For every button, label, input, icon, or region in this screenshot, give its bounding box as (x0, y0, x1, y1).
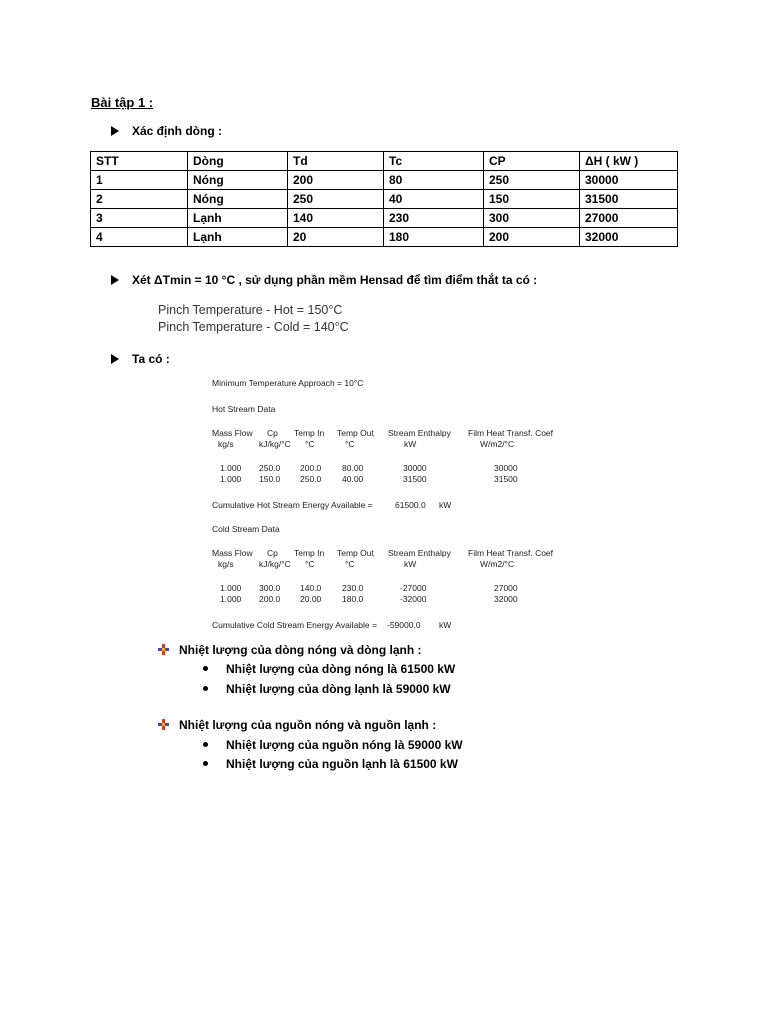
header-cell: Dòng (188, 152, 288, 171)
bullet-dot-icon (203, 742, 208, 747)
table-cell: 4 (91, 228, 188, 247)
hot-row-cell: 80.00 (342, 463, 364, 473)
col-unit: kg/s (218, 559, 234, 569)
cold-total-unit: kW (439, 620, 452, 630)
hot-row-cell: 30000 (403, 463, 427, 473)
bullet-dot-icon (203, 686, 208, 691)
section-results-label: Ta có : (132, 352, 170, 366)
cold-row-cell: 32000 (494, 594, 518, 604)
col-unit: kg/s (218, 439, 234, 449)
section-identify-streams (111, 124, 222, 138)
col-header: Temp Out (337, 548, 374, 558)
table-cell: 300 (484, 209, 580, 228)
section-pinch-analysis (111, 273, 537, 287)
hot-row-cell: 1.000 (220, 463, 242, 473)
bullet-dot-icon (203, 666, 208, 671)
arrow-bullet-icon (111, 275, 119, 285)
bullet-dot-icon (203, 761, 208, 766)
cold-row-cell: 27000 (494, 583, 518, 593)
table-cell: 200 (484, 228, 580, 247)
cold-row-cell: 300.0 (259, 583, 281, 593)
table-cell: 31500 (580, 190, 678, 209)
hot-row-cell: 31500 (494, 474, 518, 484)
exercise-title: Bài tập 1 : (91, 95, 154, 110)
cold-row-cell: -27000 (400, 583, 427, 593)
table-row (91, 228, 678, 247)
arrow-bullet-icon (111, 354, 119, 364)
heat-sources-heading-label: Nhiệt lượng của nguồn nóng và nguồn lạnh : (179, 718, 437, 732)
hot-row-cell: 1.000 (220, 474, 242, 484)
table-cell: 32000 (580, 228, 678, 247)
col-header: Mass Flow (212, 428, 253, 438)
col-header: Temp Out (337, 428, 374, 438)
table-cell: 3 (91, 209, 188, 228)
col-unit: °C (345, 559, 355, 569)
colored-plus-bullet-icon (158, 644, 169, 655)
header-cell: ΔH ( kW ) (580, 152, 678, 171)
list-item (203, 682, 451, 696)
list-item-text: Nhiệt lượng của dòng lạnh là 59000 kW (226, 682, 451, 696)
table-cell: 30000 (580, 171, 678, 190)
header-cell: STT (91, 152, 188, 171)
cold-row-cell: 1.000 (220, 594, 242, 604)
hot-total-value: 61500.0 (395, 500, 426, 510)
list-item (203, 757, 458, 771)
table-cell: 40 (384, 190, 484, 209)
min-temp-approach: Minimum Temperature Approach = 10°C (212, 378, 364, 388)
list-item (203, 738, 463, 752)
col-unit: kW (404, 559, 417, 569)
cold-row-cell: 1.000 (220, 583, 242, 593)
table-row (91, 190, 678, 209)
cold-row-cell: -32000 (400, 594, 427, 604)
table-cell: 250 (288, 190, 384, 209)
hot-row-cell: 250.0 (300, 474, 322, 484)
cold-total-label: Cumulative Cold Stream Energy Available = (212, 620, 377, 630)
arrow-bullet-icon (111, 126, 119, 136)
table-cell: 180 (384, 228, 484, 247)
col-unit: kJ/kg/°C (259, 439, 291, 449)
section-results (111, 352, 170, 366)
table-cell: 230 (384, 209, 484, 228)
col-unit: °C (345, 439, 355, 449)
colored-plus-bullet-icon (158, 719, 169, 730)
hot-row-cell: 200.0 (300, 463, 322, 473)
section-pinch-analysis-label: Xét ΔTmin = 10 °C , sử dụng phần mềm Hensad để tìm điểm thắt ta có : (132, 273, 538, 287)
header-cell: Tc (384, 152, 484, 171)
list-item-text: Nhiệt lượng của nguồn lạnh là 61500 kW (226, 757, 458, 771)
heat-streams-heading-label: Nhiệt lượng của dòng nóng và dòng lạnh : (179, 643, 422, 657)
table-cell: 150 (484, 190, 580, 209)
header-cell: Td (288, 152, 384, 171)
list-item (203, 662, 455, 676)
col-unit: kW (404, 439, 417, 449)
table-cell: Nóng (188, 171, 288, 190)
table-cell: 140 (288, 209, 384, 228)
heat-streams-heading (158, 643, 422, 657)
col-header: Stream Enthalpy (388, 428, 451, 438)
table-cell: 80 (384, 171, 484, 190)
col-header: Cp (267, 548, 278, 558)
col-header: Film Heat Transf. Coef (468, 548, 554, 558)
cold-row-cell: 230.0 (342, 583, 364, 593)
cold-stream-data-title: Cold Stream Data (212, 524, 280, 534)
col-unit: °C (305, 559, 315, 569)
table-cell: 27000 (580, 209, 678, 228)
stream-table (90, 151, 678, 247)
list-item-text: Nhiệt lượng của dòng nóng là 61500 kW (226, 662, 456, 676)
table-cell: 1 (91, 171, 188, 190)
hot-row-cell: 150.0 (259, 474, 281, 484)
cold-row-cell: 180.0 (342, 594, 364, 604)
hot-total-label: Cumulative Hot Stream Energy Available = (212, 500, 373, 510)
col-header: Temp In (294, 548, 325, 558)
table-cell: 20 (288, 228, 384, 247)
pinch-temp-cold: Pinch Temperature - Cold = 140°C (158, 320, 349, 334)
pinch-temp-hot: Pinch Temperature - Hot = 150°C (158, 303, 343, 317)
hot-total-unit: kW (439, 500, 452, 510)
cold-total-value: -59000.0 (387, 620, 421, 630)
hot-row-cell: 40.00 (342, 474, 364, 484)
table-cell: 250 (484, 171, 580, 190)
hot-row-cell: 250.0 (259, 463, 281, 473)
col-header: Temp In (294, 428, 325, 438)
cold-row-cell: 20.00 (300, 594, 322, 604)
table-row (91, 171, 678, 190)
hot-stream-data-title: Hot Stream Data (212, 404, 276, 414)
table-row (91, 209, 678, 228)
table-cell: Lạnh (188, 209, 288, 228)
table-cell: 2 (91, 190, 188, 209)
header-cell: CP (484, 152, 580, 171)
heat-sources-heading (158, 718, 436, 732)
hot-row-cell: 31500 (403, 474, 427, 484)
table-cell: 200 (288, 171, 384, 190)
col-header: Stream Enthalpy (388, 548, 451, 558)
col-unit: W/m2/°C (480, 439, 515, 449)
table-cell: Nóng (188, 190, 288, 209)
col-unit: W/m2/°C (480, 559, 515, 569)
col-header: Film Heat Transf. Coef (468, 428, 554, 438)
col-unit: °C (305, 439, 315, 449)
cold-row-cell: 140.0 (300, 583, 322, 593)
hot-row-cell: 30000 (494, 463, 518, 473)
col-header: Cp (267, 428, 278, 438)
col-header: Mass Flow (212, 548, 253, 558)
table-cell: Lạnh (188, 228, 288, 247)
col-unit: kJ/kg/°C (259, 559, 291, 569)
list-item-text: Nhiệt lượng của nguồn nóng là 59000 kW (226, 738, 463, 752)
section-identify-streams-label: Xác định dòng : (132, 124, 222, 138)
cold-row-cell: 200.0 (259, 594, 281, 604)
table-header-row (91, 152, 678, 171)
